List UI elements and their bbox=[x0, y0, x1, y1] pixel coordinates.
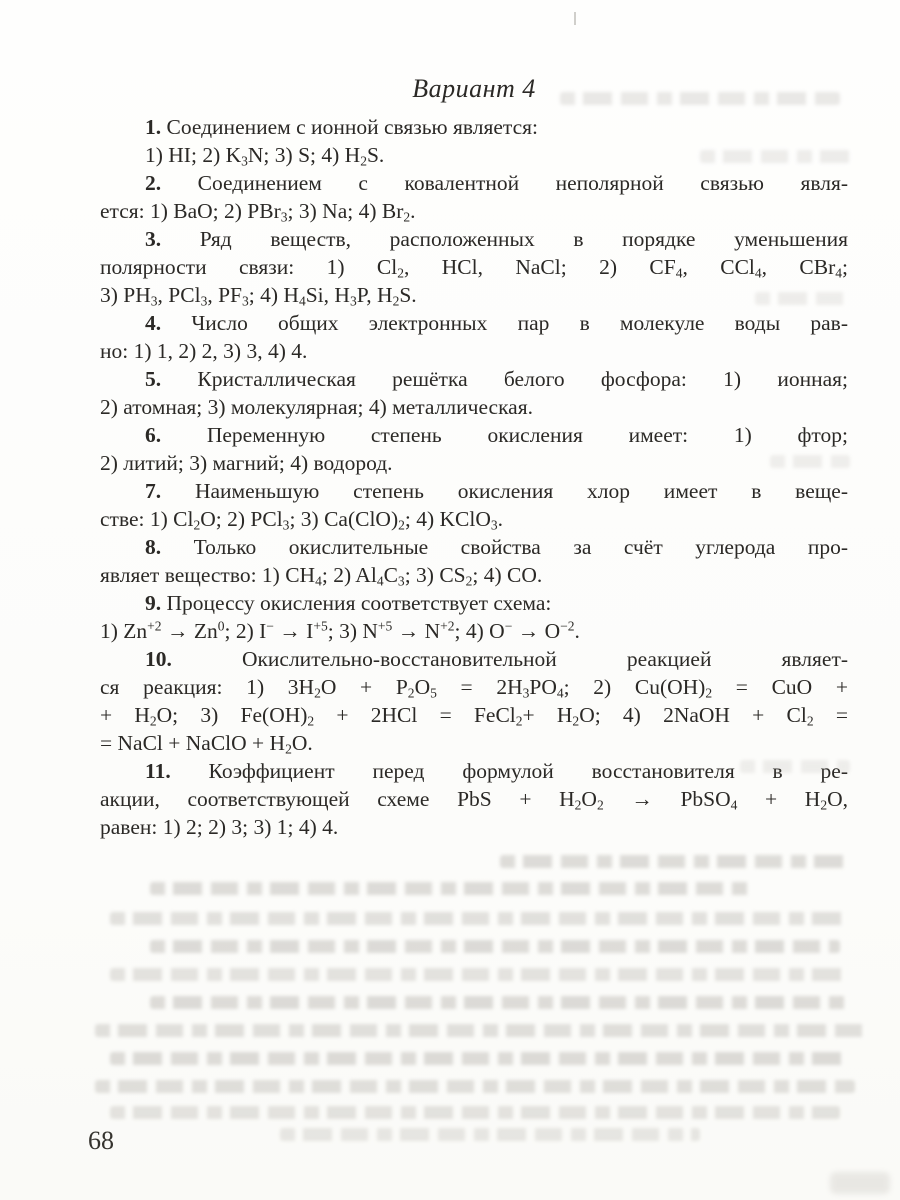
text-segment: → N bbox=[392, 619, 441, 643]
text-segment: 2 bbox=[307, 713, 315, 729]
text-segment: → Zn bbox=[161, 619, 218, 643]
text-segment: → O bbox=[512, 619, 561, 643]
question-10-line bbox=[100, 673, 848, 701]
text-segment: 2 bbox=[572, 713, 580, 729]
text-segment: 2) литий; 3) магний; 4) водород. bbox=[100, 451, 393, 475]
text-segment: , HCl, NaCl; 2) CF bbox=[404, 255, 676, 279]
bleedthrough-line bbox=[150, 882, 750, 895]
text-segment: Число общих электронных пар в молекуле воды рав- bbox=[191, 311, 848, 335]
text-segment: Только окислительные свойства за счёт углерода про- bbox=[193, 535, 848, 559]
question-3-line bbox=[100, 281, 848, 309]
text-segment: 2 bbox=[397, 265, 404, 281]
question-6-line bbox=[100, 421, 848, 449]
text-segment: 1) HI; 2) K bbox=[145, 143, 242, 167]
question-3-line bbox=[100, 253, 848, 281]
text-segment: Переменную степень окисления имеет: 1) фтор; bbox=[206, 423, 848, 447]
bleedthrough-line bbox=[150, 996, 850, 1009]
text-segment: 7. bbox=[145, 479, 195, 503]
text-segment: ; 4) O bbox=[454, 619, 505, 643]
text-segment: 1) Zn bbox=[100, 619, 148, 643]
question-11-line bbox=[100, 785, 848, 813]
scan-artifact bbox=[574, 12, 576, 25]
text-segment: 8. bbox=[145, 535, 194, 559]
bleedthrough-line bbox=[700, 150, 850, 163]
text-segment: 4 bbox=[298, 293, 306, 309]
question-1-line bbox=[100, 113, 848, 141]
question-5-line bbox=[100, 393, 848, 421]
bleedthrough-line bbox=[95, 1024, 865, 1037]
text-segment: ; bbox=[842, 255, 849, 279]
bleedthrough-line bbox=[560, 92, 840, 105]
text-segment: O bbox=[581, 787, 597, 811]
text-segment: Процессу окисления соответствует схема: bbox=[166, 591, 552, 615]
text-segment: + H bbox=[737, 787, 821, 811]
text-segment: 2 bbox=[407, 685, 415, 701]
text-segment: 3 bbox=[280, 209, 288, 225]
text-segment: 2 bbox=[392, 293, 400, 309]
text-segment: Коэффициент перед формулой восстановителя в ре- bbox=[208, 759, 848, 783]
text-segment: = CuO + bbox=[712, 675, 849, 699]
text-segment: ся реакция: 1) 3H bbox=[100, 675, 315, 699]
text-segment: 2 bbox=[820, 797, 828, 813]
text-segment: +2 bbox=[440, 618, 455, 634]
text-segment: 3 bbox=[490, 517, 498, 533]
bleedthrough-line bbox=[110, 1106, 840, 1119]
text-segment: 3 bbox=[200, 293, 208, 309]
question-5-line bbox=[100, 365, 848, 393]
text-segment: Наименьшую степень окисления хлор имеет в веще- bbox=[194, 479, 848, 503]
scan-artifact bbox=[830, 1172, 890, 1194]
text-segment: 3 bbox=[150, 293, 158, 309]
question-11-line bbox=[100, 757, 848, 785]
text-segment: 2 bbox=[314, 685, 321, 701]
text-segment: O; 4) 2NaOH + Cl bbox=[579, 703, 807, 727]
text-segment: + 2HCl = FeCl bbox=[314, 703, 516, 727]
text-segment: O. bbox=[291, 731, 313, 755]
text-segment: Соединением с ионной связью является: bbox=[166, 115, 538, 139]
text-segment: O; 3) Fe(OH) bbox=[156, 703, 308, 727]
text-segment: 3 bbox=[397, 573, 405, 589]
question-6-line bbox=[100, 449, 848, 477]
text-segment: 3) PH bbox=[100, 283, 151, 307]
bleedthrough-line bbox=[110, 968, 850, 981]
text-segment: 4 bbox=[730, 797, 738, 813]
text-segment: 2 bbox=[465, 573, 473, 589]
text-segment: 2 bbox=[515, 713, 523, 729]
text-segment: 2 bbox=[285, 741, 292, 757]
text-segment: ; 2) Al bbox=[321, 563, 377, 587]
text-segment: 0 bbox=[217, 618, 225, 634]
text-segment: ; 4) H bbox=[248, 283, 299, 307]
bleedthrough-line bbox=[110, 912, 850, 925]
text-segment: ; 4) KClO bbox=[404, 507, 491, 531]
bleedthrough-line bbox=[500, 855, 850, 868]
text-segment: ; 4) CO. bbox=[472, 563, 543, 587]
text-segment: → PbSO bbox=[603, 787, 731, 811]
text-segment: Окислительно-восстановительной реакцией являет- bbox=[241, 647, 848, 671]
text-segment: 4 bbox=[376, 573, 384, 589]
text-segment: O + P bbox=[320, 675, 408, 699]
text-segment: 4 bbox=[835, 265, 843, 281]
text-segment: , PF bbox=[207, 283, 243, 307]
bleedthrough-line bbox=[150, 940, 840, 953]
text-segment: ; 3) Ca(ClO) bbox=[289, 507, 399, 531]
text-segment: 4 bbox=[754, 265, 762, 281]
bleedthrough-line bbox=[770, 455, 850, 468]
text-segment: 3 bbox=[242, 293, 249, 309]
text-segment: 3 bbox=[522, 685, 530, 701]
text-segment: 2 bbox=[398, 517, 405, 533]
text-segment: стве: 1) Cl bbox=[100, 507, 194, 531]
question-8-line bbox=[100, 561, 848, 589]
text-segment: , CCl bbox=[682, 255, 755, 279]
question-8-line bbox=[100, 533, 848, 561]
text-segment: ; 3) N bbox=[327, 619, 378, 643]
text-segment: Ряд веществ, расположенных в порядке уменьшения bbox=[199, 227, 848, 251]
text-segment: = NaCl + NaClO + H bbox=[100, 731, 286, 755]
text-segment: , PCl bbox=[157, 283, 201, 307]
text-segment: 1. bbox=[145, 115, 167, 139]
bleedthrough-line bbox=[110, 1052, 850, 1065]
text-segment: O bbox=[414, 675, 431, 699]
text-segment: 10. bbox=[145, 647, 242, 671]
bleedthrough-line bbox=[280, 1128, 700, 1141]
text-segment: + H bbox=[522, 703, 573, 727]
text-segment: 2 bbox=[596, 797, 604, 813]
text-segment: + H bbox=[100, 703, 150, 727]
text-segment: +5 bbox=[377, 618, 393, 634]
text-segment: Si, H bbox=[305, 283, 350, 307]
text-segment: 6. bbox=[145, 423, 207, 447]
text-segment: 3 bbox=[349, 293, 357, 309]
bleedthrough-line bbox=[755, 292, 850, 305]
text-segment: ; 3) Na; 4) Br bbox=[287, 199, 404, 223]
text-segment: 3. bbox=[145, 227, 200, 251]
text-segment: → I bbox=[273, 619, 314, 643]
text-segment: 3 bbox=[241, 153, 248, 169]
question-9-line bbox=[100, 589, 848, 617]
text-segment: C bbox=[383, 563, 398, 587]
page-number: 68 bbox=[88, 1126, 114, 1155]
text-segment: акции, соответствующей схеме PbS + H bbox=[100, 787, 575, 811]
question-4-line bbox=[100, 309, 848, 337]
text-segment: O, bbox=[827, 787, 848, 811]
question-2-line bbox=[100, 197, 848, 225]
question-7-line bbox=[100, 505, 848, 533]
text-segment: 5 bbox=[430, 685, 437, 701]
text-segment: 2 bbox=[574, 797, 582, 813]
question-10-line bbox=[100, 729, 848, 757]
text-segment: но: 1) 1, 2) 2, 3) 3, 4) 4. bbox=[100, 339, 308, 363]
text-segment: P, H bbox=[356, 283, 393, 307]
text-segment: 2 bbox=[193, 517, 201, 533]
text-segment: 11. bbox=[145, 759, 209, 783]
text-segment: = bbox=[813, 703, 848, 727]
text-segment: S. bbox=[366, 143, 385, 167]
text-segment: O; 2) PCl bbox=[200, 507, 283, 531]
question-10-line bbox=[100, 701, 848, 729]
text-segment: − bbox=[504, 618, 513, 634]
text-segment: PO bbox=[529, 675, 557, 699]
text-segment: , CBr bbox=[761, 255, 836, 279]
questions bbox=[100, 113, 848, 841]
text-segment: равен: 1) 2; 2) 3; 3) 1; 4) 4. bbox=[100, 815, 339, 839]
text-segment: −2 bbox=[560, 618, 575, 634]
text-segment: Кристаллическая решётка белого фосфора: 1) ионная; bbox=[197, 367, 848, 391]
text-segment: 2 bbox=[360, 153, 367, 169]
page-title: Вариант 4 bbox=[412, 74, 536, 103]
bleedthrough-line bbox=[740, 760, 850, 773]
text-segment: +5 bbox=[313, 618, 328, 634]
text-segment: . bbox=[410, 199, 416, 223]
bleedthrough-line bbox=[95, 1080, 855, 1093]
text-segment: . bbox=[574, 619, 580, 643]
text-segment: ; 3) CS bbox=[404, 563, 466, 587]
text-segment: являет вещество: 1) CH bbox=[100, 563, 316, 587]
text-segment: . bbox=[497, 507, 504, 531]
text-segment: 4 bbox=[675, 265, 683, 281]
text-segment: 2. bbox=[145, 171, 198, 195]
text-segment: ; 2) Cu(OH) bbox=[563, 675, 706, 699]
text-segment: ; 2) I bbox=[224, 619, 267, 643]
question-9-line bbox=[100, 617, 848, 645]
text-segment: 2 bbox=[705, 685, 713, 701]
text-segment: 4 bbox=[556, 685, 564, 701]
question-2-line bbox=[100, 169, 848, 197]
text-segment: полярности связи: 1) Cl bbox=[100, 255, 398, 279]
text-segment: = 2H bbox=[436, 675, 523, 699]
text-segment: 2) атомная; 3) молекулярная; 4) металлическая. bbox=[100, 395, 533, 419]
text-segment: N; 3) S; 4) H bbox=[247, 143, 361, 167]
text-segment: − bbox=[266, 618, 274, 634]
text-segment: 2 bbox=[806, 713, 814, 729]
question-3-line bbox=[100, 225, 848, 253]
text-segment: Соединением с ковалентной неполярной связью явля- bbox=[197, 171, 848, 195]
text-segment: 2 bbox=[149, 713, 157, 729]
text-segment: 4 bbox=[315, 573, 322, 589]
text-segment: 3 bbox=[282, 517, 290, 533]
text-segment: S. bbox=[399, 283, 417, 307]
text-segment: 5. bbox=[145, 367, 198, 391]
text-segment: 9. bbox=[145, 591, 167, 615]
text-segment: 2 bbox=[403, 209, 411, 225]
text-segment: 4. bbox=[145, 311, 192, 335]
question-4-line bbox=[100, 337, 848, 365]
question-10-line bbox=[100, 645, 848, 673]
question-7-line bbox=[100, 477, 848, 505]
text-segment: +2 bbox=[147, 618, 162, 634]
question-11-line bbox=[100, 813, 848, 841]
text-segment: ется: 1) BaO; 2) PBr bbox=[100, 199, 281, 223]
